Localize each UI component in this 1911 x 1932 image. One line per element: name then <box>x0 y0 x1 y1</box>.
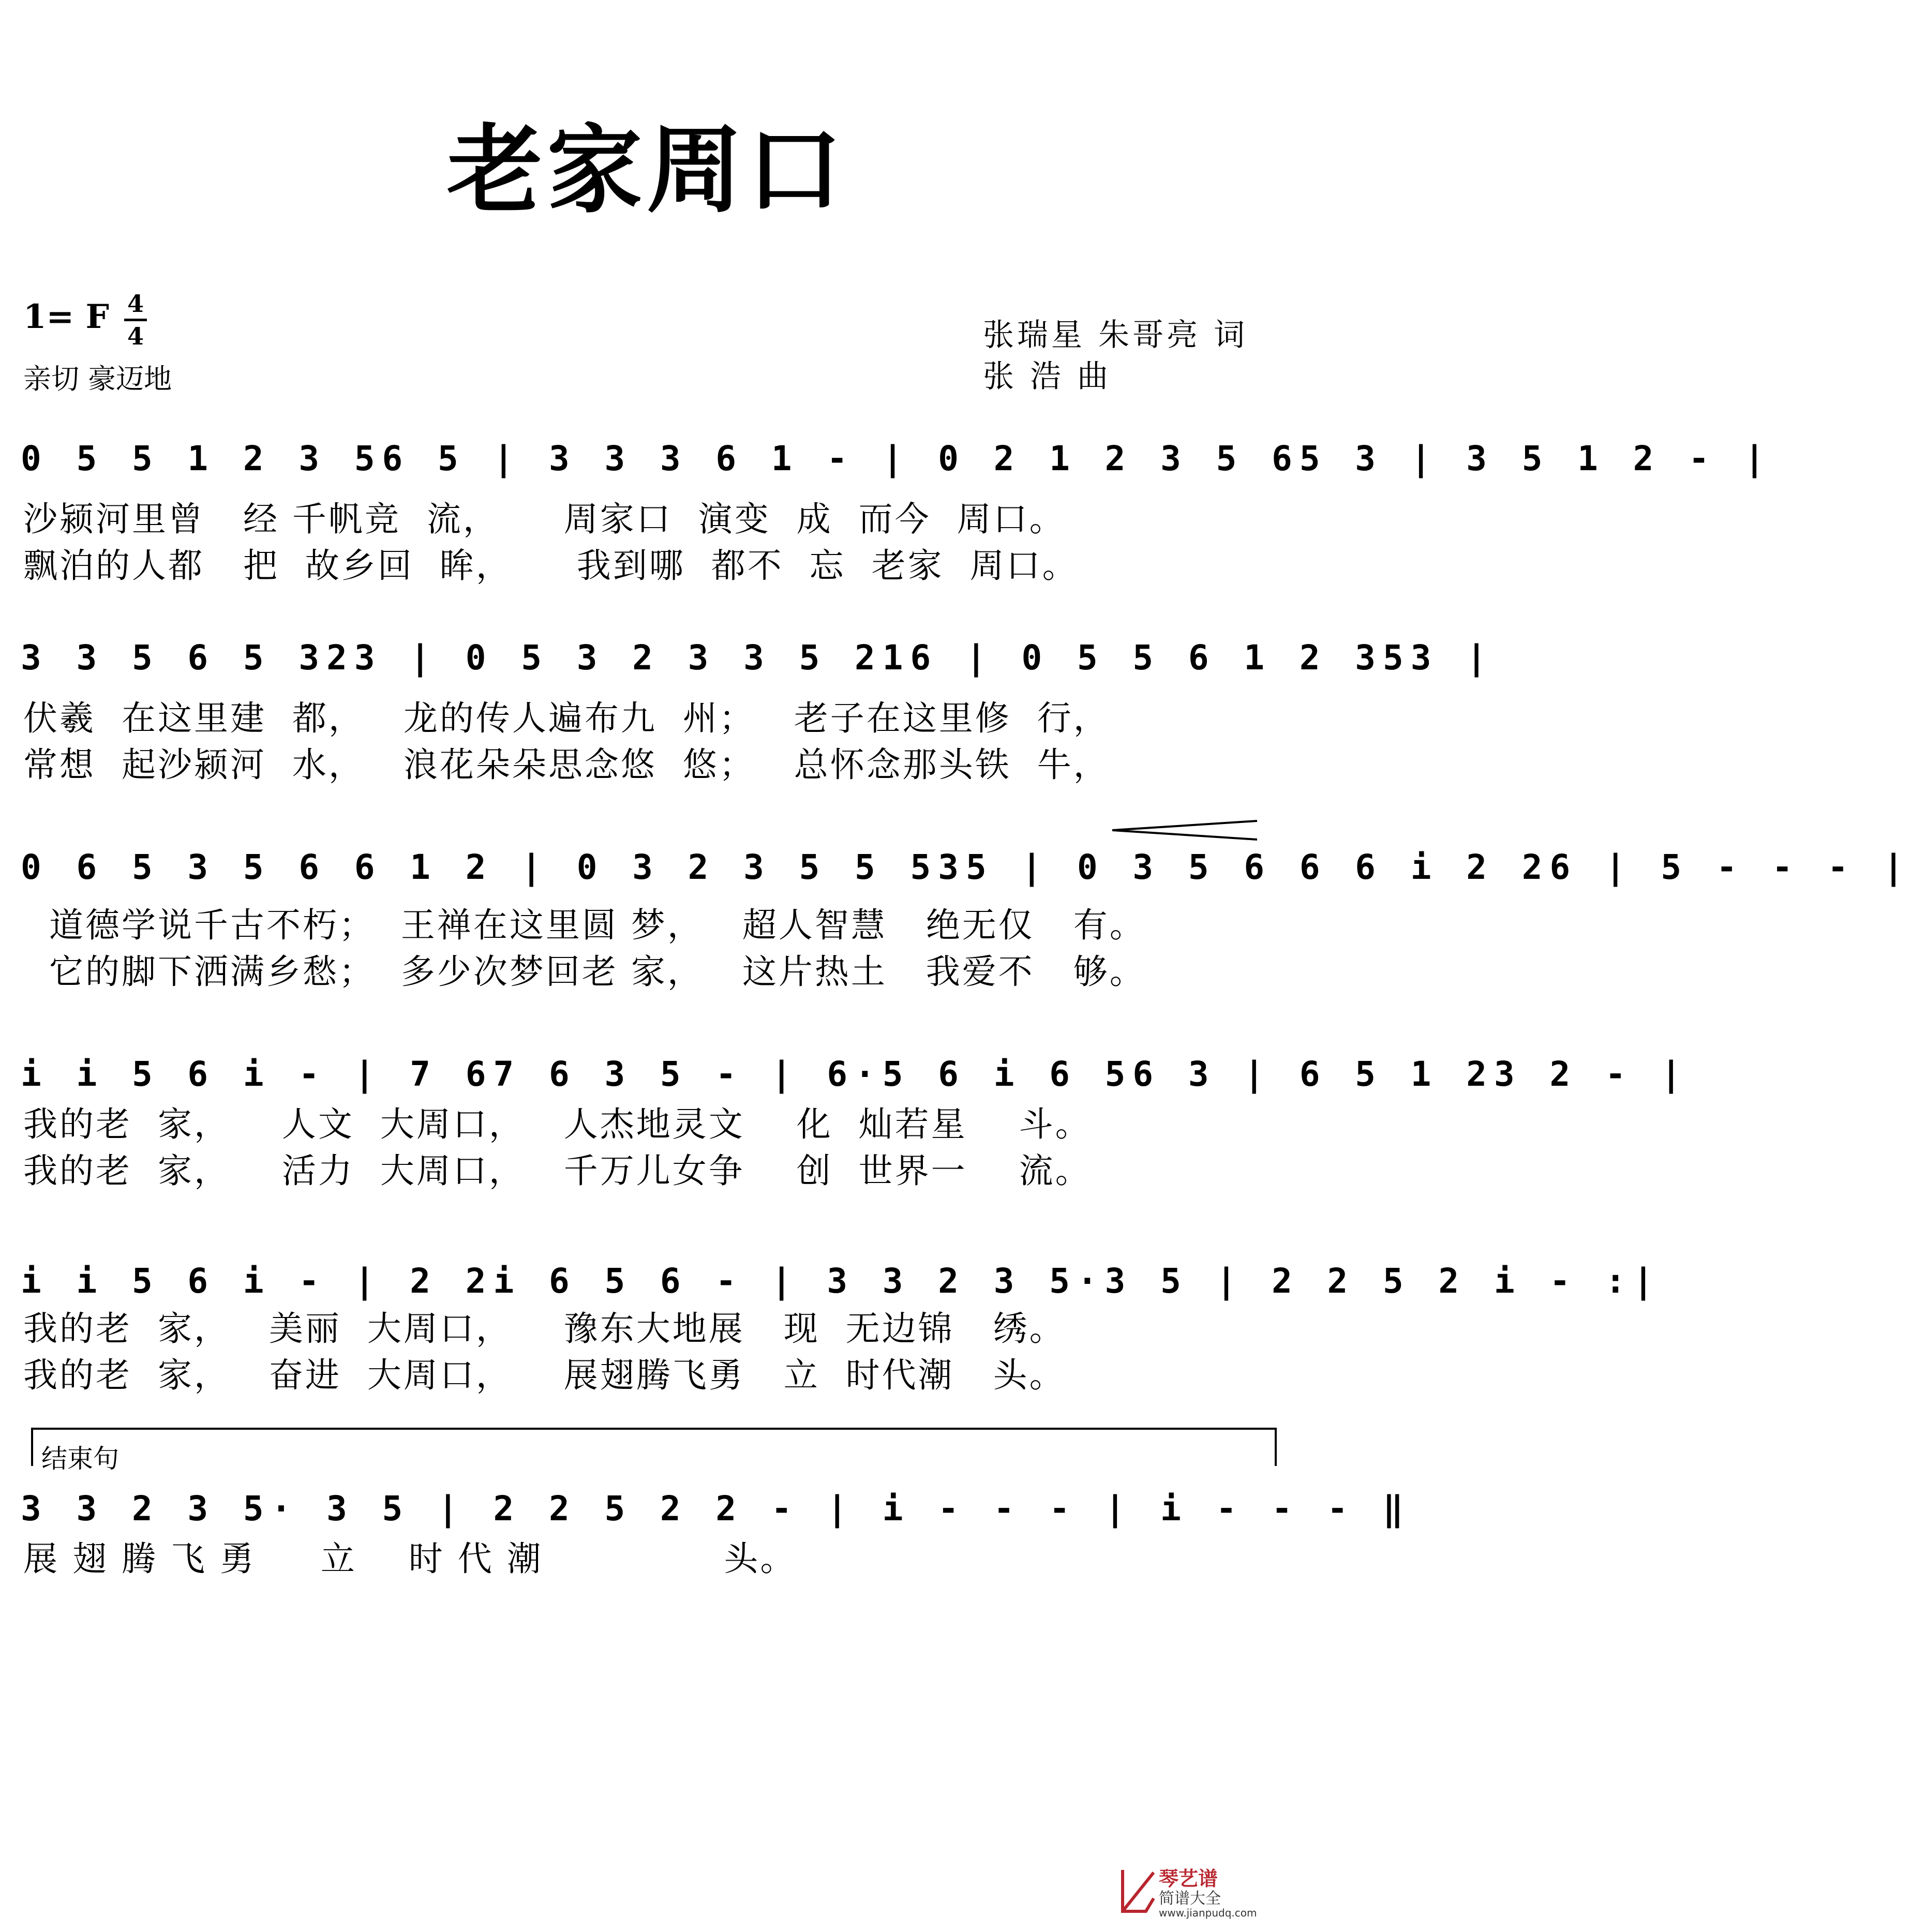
notes-row-2: 3 3 5 6 5 323 | 0 5 3 2 3 3 5 216 | 0 5 5 6 1 2 353 | <box>21 638 1494 678</box>
logo-sub: 简谱大全 <box>1159 1890 1221 1908</box>
score-row-2 <box>21 628 1494 701</box>
song-title: 老家周口 <box>447 113 846 226</box>
lyrics-row-4-verse-1: 我的老 家， 人文 大周口， 人杰地灵文 化 灿若星 斗。 <box>23 1104 1092 1144</box>
lyricist-credit: 张瑞星 朱哥亮 词 <box>983 317 1248 353</box>
tempo-marking: 亲切 豪迈地 <box>23 363 172 395</box>
lyrics-row-5-verse-2: 我的老 家， 奋进 大周口， 展翅腾飞勇 立 时代潮 头。 <box>23 1355 1066 1395</box>
notes-row-3: 0 6 5 3 5 6 6 1 2 | 0 3 2 3 5 5 535 | 0 3 5 6 6 6 i 2 26 | 5 - - - | <box>21 847 1911 887</box>
notes-row-4: i i 5 6 i - | 7 67 6 3 5 - | 6·5 6 i 6 56 3 | 6 5 1 23 2 - | <box>21 1054 1689 1094</box>
lyrics-row-1-verse-2: 飘泊的人都 把 故乡回 眸， 我到哪 都不 忘 老家 周口。 <box>23 546 1079 586</box>
lyrics-row-2-verse-1: 伏羲 在这里建 都， 龙的传人遍布九 州； 老子在这里修 行， <box>23 698 1110 738</box>
score-row-1 <box>21 429 1772 502</box>
lyrics-row-3-verse-1: 道德学说千古不朽； 王禅在这里圆 梦， 超人智慧 绝无仅 有。 <box>23 905 1146 945</box>
lyrics-row-2-verse-2: 常想 起沙颍河 水， 浪花朵朵思念悠 悠； 总怀念那头铁 牛， <box>23 745 1110 785</box>
crescendo-icon <box>1112 820 1257 841</box>
lyrics-row-6-verse-1: 展 翅 腾 飞 勇 立 时 代 潮 头。 <box>23 1539 797 1579</box>
meter-top: 4 <box>127 290 144 318</box>
composer-credit: 张 浩 曲 <box>983 358 1112 395</box>
notes-row-1: 0 5 5 1 2 3 56 5 | 3 3 3 6 1 - | 0 2 1 2 3 5 65 3 | 3 5 1 2 - | <box>21 439 1772 478</box>
ending-bracket <box>31 1428 1277 1466</box>
lyrics-row-5-verse-1: 我的老 家， 美丽 大周口， 豫东大地展 现 无边锦 绣。 <box>23 1309 1066 1349</box>
site-logo <box>1117 1862 1273 1919</box>
ending-label: 结束句 <box>41 1444 119 1474</box>
meter-bottom: 4 <box>127 322 144 350</box>
notes-row-5: i i 5 6 i - | 2 2i 6 5 6 - | 3 3 2 3 5·3 5 | 2 2 5 2 i - :| <box>21 1261 1661 1301</box>
logo-name: 琴艺谱 <box>1159 1867 1218 1890</box>
lyrics-row-4-verse-2: 我的老 家， 活力 大周口， 千万儿女争 创 世界一 流。 <box>23 1151 1092 1191</box>
lyrics-row-1-verse-1: 沙颍河里曾 经 千帆竞 流， 周家口 演变 成 而今 周口。 <box>23 499 1066 539</box>
logo-url: www.jianpudq.com <box>1159 1907 1257 1919</box>
meter-bar <box>124 319 147 321</box>
key-signature: 1= F <box>23 297 109 336</box>
lyrics-row-3-verse-2: 它的脚下洒满乡愁； 多少次梦回老 家， 这片热土 我爱不 够。 <box>23 952 1146 992</box>
notes-row-6: 3 3 2 3 5· 3 5 | 2 2 5 2 2 - | i - - - | i - - - ‖ <box>21 1489 1411 1529</box>
time-signature <box>124 290 147 350</box>
